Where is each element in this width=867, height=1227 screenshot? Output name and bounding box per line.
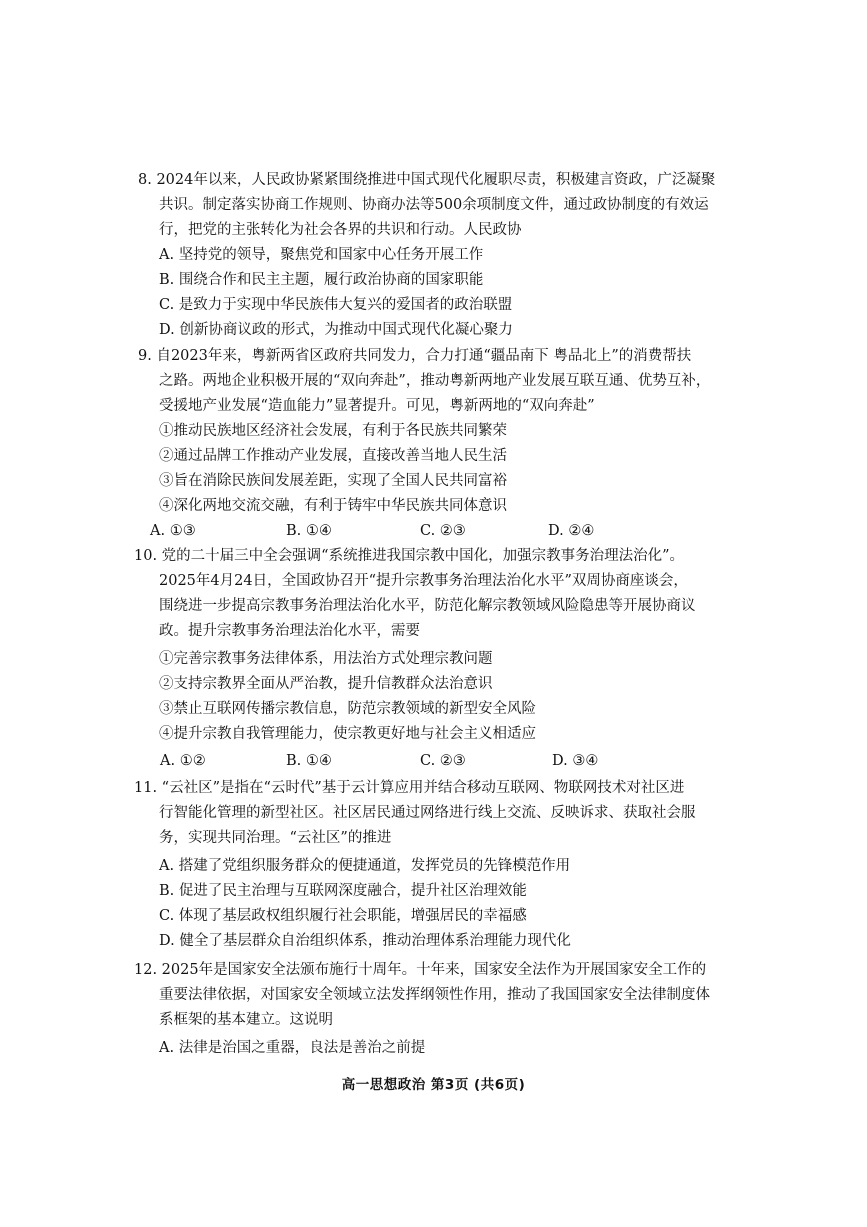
question-9-choice-c: C. ②③: [420, 523, 466, 539]
question-8-option-b: B. 围绕合作和民主主题，履行政治协商的国家职能: [159, 272, 484, 288]
question-9-statement-1: ①推动民族地区经济社会发展，有利于各民族共同繁荣: [159, 423, 507, 439]
question-11-option-a: A. 搭建了党组织服务群众的便捷通道，发挥党员的先锋模范作用: [159, 858, 571, 874]
question-8-stem-line: 行，把党的主张转化为社会各界的共识和行动。人民政协: [159, 222, 522, 238]
question-9-stem-line: 之路。两地企业积极开展的“双向奔赴”，推动粤新两地产业发展互联互通、优势互补，: [159, 373, 711, 389]
question-10-choice-b: B. ①④: [286, 753, 332, 769]
question-11-stem-line: 务，实现共同治理。“云社区”的推进: [159, 830, 392, 846]
question-10-statement-2: ②支持宗教界全面从严治教，提升信教群众法治意识: [159, 676, 493, 692]
question-10-stem-line: 2025年4月24日，全国政协召开“提升宗教事务治理法治化水平”双周协商座谈会，: [159, 573, 688, 589]
question-11-option-b: B. 促进了民主治理与互联网深度融合，提升社区治理效能: [159, 883, 527, 899]
question-11-option-c: C. 体现了基层政权组织履行社会职能，增强居民的幸福感: [159, 908, 527, 924]
question-10-choice-c: C. ②③: [420, 753, 466, 769]
question-9-choice-b: B. ①④: [286, 523, 332, 539]
question-11-option-d: D. 健全了基层群众自治组织体系，推动治理体系治理能力现代化: [159, 933, 571, 949]
question-9-stem-line: 受援地产业发展“造血能力”显著提升。可见，粤新两地的“双向奔赴”: [159, 398, 595, 414]
question-9-choice-a: A. ①③: [150, 523, 196, 539]
question-11-stem-line: 行智能化管理的新型社区。社区居民通过网络进行线上交流、反映诉求、获取社会服: [159, 805, 696, 821]
question-12-stem-line: 12. 2025年是国家安全法颁布施行十周年。十年来，国家安全法作为开展国家安全工作的: [134, 962, 707, 978]
question-9-statement-4: ④深化两地交流交融，有利于铸牢中华民族共同体意识: [159, 498, 507, 514]
question-10-choice-d: D. ③④: [552, 753, 599, 769]
question-9-statement-3: ③旨在消除民族间发展差距，实现了全国人民共同富裕: [159, 473, 507, 489]
question-12-stem-line: 重要法律依据，对国家安全领域立法发挥纲领性作用，推动了我国国家安全法律制度体: [159, 987, 710, 1003]
question-10-choice-a: A. ①②: [160, 753, 206, 769]
question-8-stem-line: 共识。制定落实协商工作规则、协商办法等500余项制度文件，通过政协制度的有效运: [159, 197, 709, 213]
question-10-stem-line: 政。提升宗教事务治理法治化水平，需要: [159, 623, 420, 639]
question-8-stem-line: 8. 2024年以来，人民政协紧紧围绕推进中国式现代化履职尽责，积极建言资政，广泛凝聚: [138, 172, 716, 188]
question-12-stem-line: 系框架的基本建立。这说明: [159, 1012, 333, 1028]
question-9-statement-2: ②通过品牌工作推动产业发展，直接改善当地人民生活: [159, 448, 507, 464]
question-10-statement-1: ①完善宗教事务法律体系，用法治方式处理宗教问题: [159, 651, 493, 667]
question-10-statement-3: ③禁止互联网传播宗教信息，防范宗教领域的新型安全风险: [159, 701, 536, 717]
question-11-stem-line: 11. “云社区”是指在“云时代”基于云计算应用并结合移动互联网、物联网技术对社区进: [134, 780, 685, 796]
question-8-option-a: A. 坚持党的领导，聚焦党和国家中心任务开展工作: [159, 247, 484, 263]
question-10-stem-line: 10. 党的二十届三中全会强调“系统推进我国宗教中国化，加强宗教事务治理法治化”。: [134, 548, 684, 564]
question-10-stem-line: 围绕进一步提高宗教事务治理法治化水平，防范化解宗教领域风险隐患等开展协商议: [159, 598, 696, 614]
page-footer: 高一思想政治 第3页 (共6页): [341, 1077, 526, 1093]
question-8-option-c: C. 是致力于实现中华民族伟大复兴的爱国者的政治联盟: [159, 297, 513, 313]
question-12-option-a: A. 法律是治国之重器，良法是善治之前提: [159, 1040, 426, 1056]
question-8-option-d: D. 创新协商议政的形式，为推动中国式现代化凝心聚力: [159, 322, 513, 338]
question-9-stem-line: 9. 自2023年来，粤新两省区政府共同发力，合力打通“疆品南下 粤品北上”的消费帮扶: [138, 348, 692, 364]
question-9-choice-d: D. ②④: [548, 523, 595, 539]
question-10-statement-4: ④提升宗教自我管理能力，使宗教更好地与社会主义相适应: [159, 726, 536, 742]
